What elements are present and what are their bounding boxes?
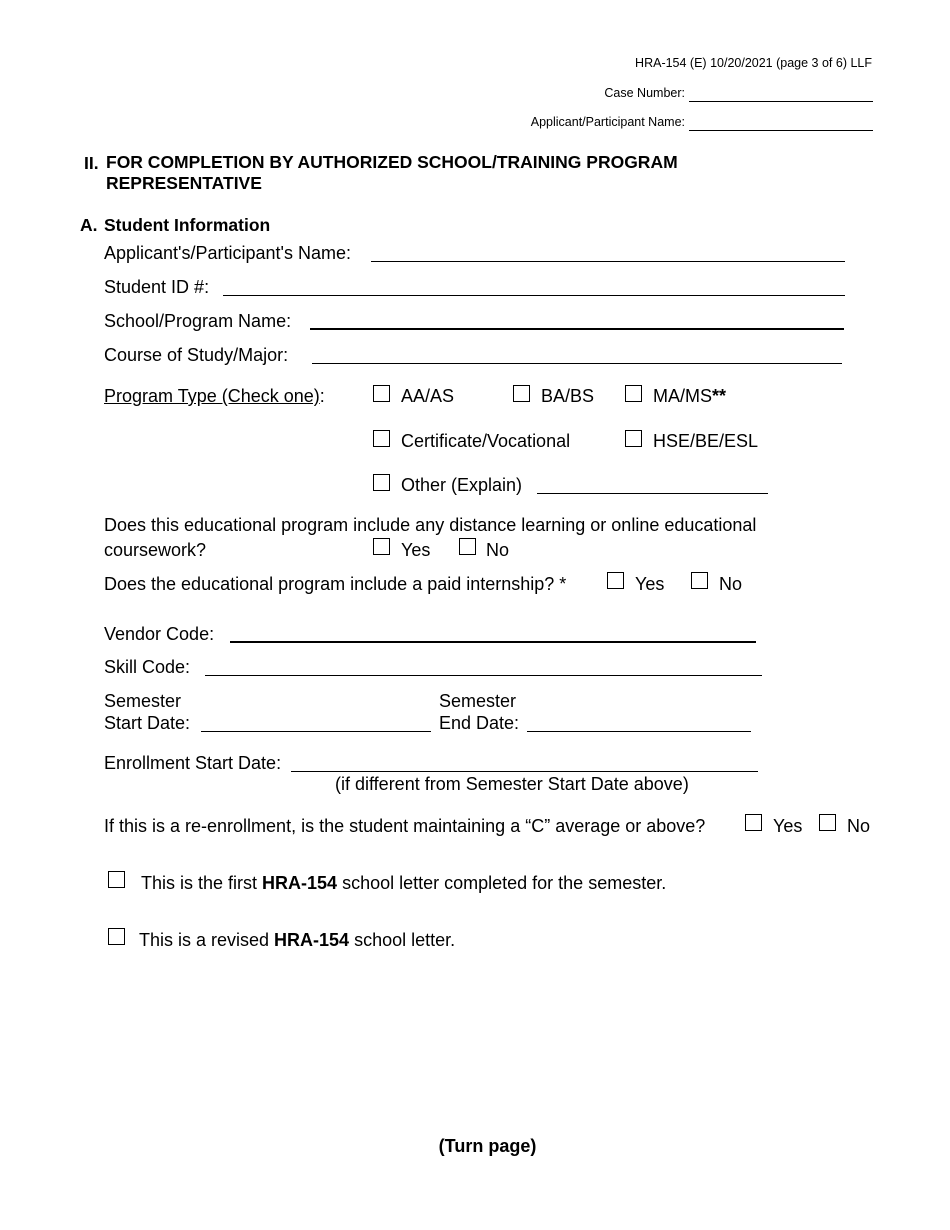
section-number: II. (84, 153, 99, 173)
ma-ms-checkbox[interactable] (625, 385, 642, 402)
semester-end-line1: Semester (439, 691, 517, 711)
revised-letter-prefix: This is a revised (139, 930, 275, 950)
revised-letter-checkbox[interactable] (108, 928, 125, 945)
semester-start-line1: Semester (104, 691, 182, 711)
first-letter-form-id: HRA-154 (262, 873, 338, 893)
skill-code-field[interactable] (205, 675, 762, 676)
subsection-letter: A. (80, 215, 98, 235)
school-program-label: School/Program Name: (104, 311, 292, 331)
enrollment-start-field[interactable] (291, 771, 758, 772)
ba-bs-label: BA/BS (541, 386, 595, 406)
turn-page-note: (Turn page) (438, 1136, 537, 1156)
course-of-study-field[interactable] (312, 363, 842, 364)
semester-end-line2: End Date: (439, 713, 520, 733)
first-letter-statement (141, 873, 666, 894)
hse-label: HSE/BE/ESL (653, 431, 759, 451)
section-title-line2: REPRESENTATIVE (106, 173, 262, 193)
form-id: HRA-154 (E) 10/20/2021 (page 3 of 6) LLF (635, 56, 872, 70)
first-letter-checkbox[interactable] (108, 871, 125, 888)
ma-ms-mark: ** (712, 386, 727, 406)
internship-no-checkbox[interactable] (691, 572, 708, 589)
distance-learning-yes-label: Yes (401, 540, 431, 560)
revised-letter-form-id: HRA-154 (274, 930, 350, 950)
first-letter-suffix: school letter completed for the semester. (337, 873, 667, 893)
reenrollment-yes-label: Yes (773, 816, 803, 836)
semester-end-date-field[interactable] (527, 731, 751, 732)
ma-ms-text: MA/MS (653, 386, 713, 406)
ba-bs-checkbox[interactable] (513, 385, 530, 402)
revised-letter-suffix: school letter. (349, 930, 456, 950)
distance-learning-question-line2: coursework? (104, 540, 207, 560)
applicant-name-field[interactable] (371, 261, 845, 262)
ma-ms-label (653, 386, 726, 407)
header-applicant-name-label: Applicant/Participant Name: (530, 115, 685, 129)
applicant-name-label: Applicant's/Participant's Name: (104, 243, 351, 263)
distance-learning-yes-checkbox[interactable] (373, 538, 390, 555)
vendor-code-label: Vendor Code: (104, 624, 215, 644)
distance-learning-no-checkbox[interactable] (459, 538, 476, 555)
semester-start-date-field[interactable] (201, 731, 431, 732)
other-explain-field[interactable] (537, 493, 768, 494)
reenrollment-no-label: No (847, 816, 871, 836)
aa-as-checkbox[interactable] (373, 385, 390, 402)
reenrollment-yes-checkbox[interactable] (745, 814, 762, 831)
internship-no-label: No (719, 574, 743, 594)
distance-learning-no-label: No (486, 540, 510, 560)
other-label: Other (Explain) (401, 475, 523, 495)
reenrollment-no-checkbox[interactable] (819, 814, 836, 831)
student-id-label: Student ID #: (104, 277, 210, 297)
program-type-label (104, 386, 325, 407)
header-applicant-name-field[interactable] (689, 130, 873, 131)
student-id-field[interactable] (223, 295, 845, 296)
enrollment-note: (if different from Semester Start Date above) (335, 774, 689, 794)
internship-question: Does the educational program include a paid internship? * (104, 574, 567, 594)
section-title-line1: FOR COMPLETION BY AUTHORIZED SCHOOL/TRAINING PROGRAM (106, 152, 678, 172)
skill-code-label: Skill Code: (104, 657, 191, 677)
other-checkbox[interactable] (373, 474, 390, 491)
certificate-checkbox[interactable] (373, 430, 390, 447)
hse-checkbox[interactable] (625, 430, 642, 447)
school-program-field[interactable] (310, 328, 844, 330)
vendor-code-field[interactable] (230, 641, 756, 643)
semester-start-line2: Start Date: (104, 713, 191, 733)
revised-letter-statement (139, 930, 455, 951)
internship-yes-checkbox[interactable] (607, 572, 624, 589)
reenrollment-question: If this is a re-enrollment, is the student maintaining a “C” average or above? (104, 816, 706, 836)
case-number-field[interactable] (689, 101, 873, 102)
internship-yes-label: Yes (635, 574, 665, 594)
certificate-label: Certificate/Vocational (401, 431, 571, 451)
course-of-study-label: Course of Study/Major: (104, 345, 289, 365)
subsection-title: Student Information (104, 215, 271, 235)
program-type-label-text: Program Type (Check one) (104, 386, 320, 406)
first-letter-prefix: This is the first (141, 873, 263, 893)
distance-learning-question-line1: Does this educational program include any distance learning or online educational (104, 515, 757, 535)
enrollment-start-label: Enrollment Start Date: (104, 753, 282, 773)
case-number-label: Case Number: (604, 86, 685, 100)
program-type-label-colon: : (319, 386, 325, 406)
aa-as-label: AA/AS (401, 386, 455, 406)
